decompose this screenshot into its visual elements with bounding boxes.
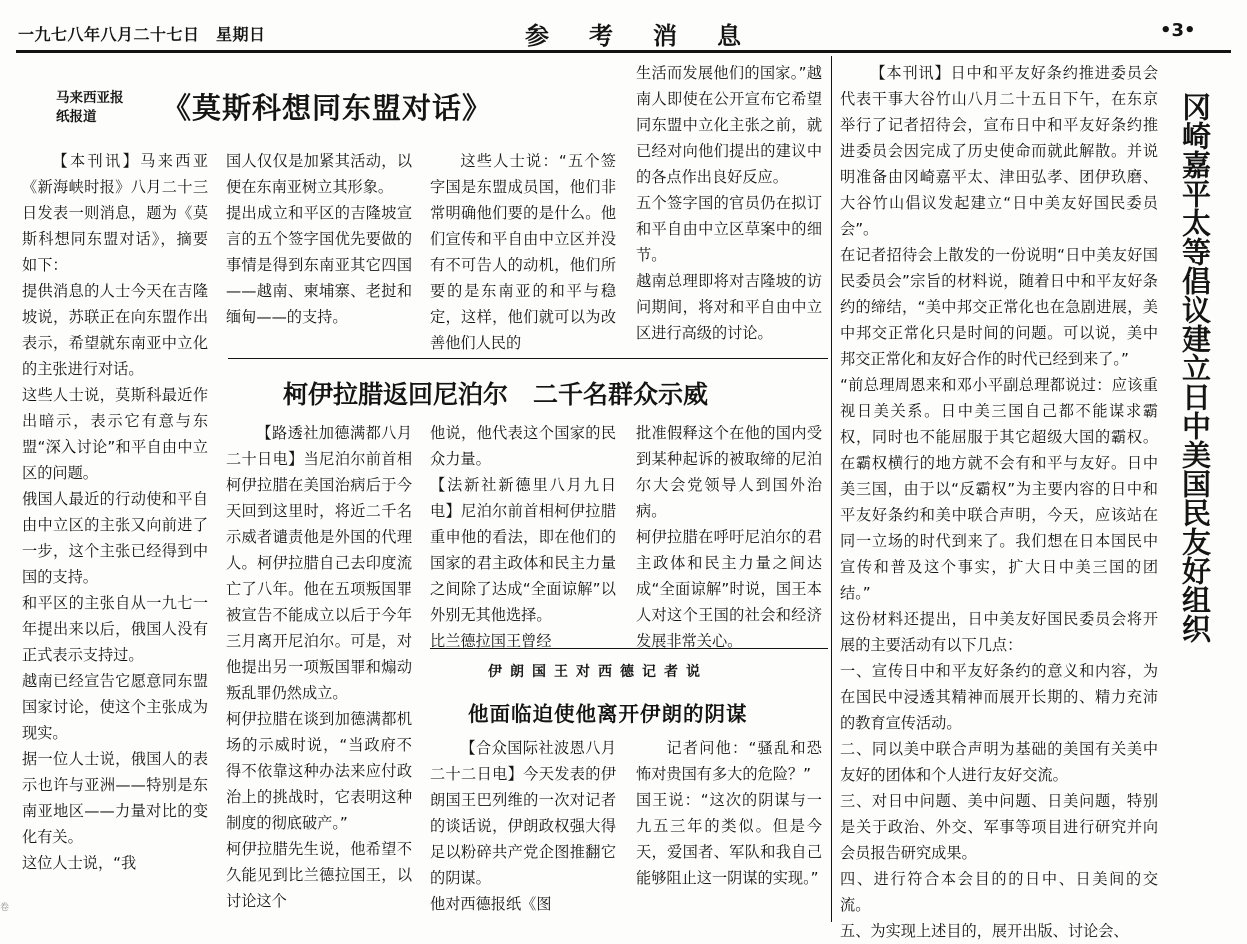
article1-col4-text: 生活而发展他们的国家。”越南人即使在公开宣布它希望同东盟中立化主张之前，就已经对向他们提出的建议中的各点作出良好反应。 五个签字国的官员仍在拟订和平自由中立区草案中的细节。 越南总理即将对吉隆坡的访问期间，将对和平自由中立区进行高级的讨论。 [636, 64, 822, 342]
article1-column-4 [636, 60, 822, 346]
article2-headline: 柯伊拉腊返回尼泊尔 二千名群众示威 [283, 380, 709, 409]
newspaper-name: 参考消息 [525, 22, 781, 50]
article1-col3-text: 这些人士说：“五个签字国是东盟成员国，他们非常明确他们要的是什么。他们宣传和平自由中立区并没有不可告人的动机，他们所要的是东南亚的和平与稳定，这样，他们就可以为改善他们人民的 [430, 152, 616, 352]
article2-column-3 [430, 420, 616, 654]
article1-column-1 [22, 148, 208, 876]
article2-col2-text: 【路透社加德满都八月二十日电】当尼泊尔前首相柯伊拉腊在美国治病后于今天回到这里时，将近二千名示威者谴责他是外国的代理人。柯伊拉腊自己去印度流亡了八年。他在五项叛国罪被宣告不能成立以后于今年三月离开尼泊尔。可是，对他提出另一项叛国罪和煽动叛乱罪仍然成立。 柯伊拉腊在谈到加德满都机场的示威时说，“当政府不得不依靠这种办法来应付政治上的挑战时，它表明这种制度的彻底破产。” 柯伊拉腊先生说，他希望不久能见到比兰德拉国王，以讨论这个 [226, 424, 412, 910]
article1-column-3 [430, 148, 616, 356]
issue-date: 一九七八年八月二十七日 星期日 [18, 25, 266, 44]
article1-headline: 《莫斯科想同东盟对话》 [162, 91, 493, 125]
article2-column-2 [226, 420, 412, 914]
margin-mark: 卷 [0, 903, 10, 913]
article2-col4-text: 批准假释这个在他的国内受到某种起诉的被取缔的尼泊尔大会党领导人到国外治病。 柯伊拉腊在呼吁尼泊尔的君主政体和民主力量之间达成“全面谅解”时说，国王本人对这个王国的社会和经济发展非常关心。 [636, 424, 822, 650]
article2-col3-text: 他说，他代表这个国家的民众力量。 【法新社新德里八月九日电】尼泊尔前首相柯伊拉腊重申他的看法，即在他们的国家的君主政体和民主力量之间除了达成“全面谅解”以外别无其他选择。 比兰德拉国王曾经 [430, 424, 616, 650]
article1-column-2 [226, 148, 412, 330]
article4-headline: 冈崎嘉平太等倡议建立日中美国民友好组织 [1178, 92, 1212, 643]
article1-col2-text: 国人仅仅是加紧其活动，以便在东南亚树立其形象。 提出成立和平区的吉隆坡宣言的五个签字国优先要做的事情是得到东南亚其它四国——越南、柬埔寨、老挝和缅甸——的支持。 [226, 152, 412, 326]
page-number: •3• [1160, 20, 1196, 41]
article1-source-label: 马来西亚报纸报道 [56, 90, 124, 125]
article3-headline: 他面临迫使他离开伊朗的阴谋 [468, 702, 748, 726]
article3-kicker: 伊朗国王对西德记者说 [488, 664, 708, 680]
article3-col3-text: 【合众国际社波恩八月二十二日电】今天发表的伊朗国王巴列维的一次对记者的谈话说，伊朗政权强大得足以粉碎共产党企图推翻它的阴谋。 他对西德报纸《图 [430, 739, 616, 913]
article4-body [840, 60, 1158, 944]
article3-column-4 [636, 735, 822, 891]
article3-col4-text: 记者问他：“骚乱和恐怖对贵国有多大的危险？” 国王说：“这次的阴谋与一九五三年的类似。但是今天，爱国者、军队和我自己能够阻止这一阴谋的实现。” [636, 739, 822, 887]
section-divider-article2 [228, 358, 828, 359]
article2-column-4 [636, 420, 822, 654]
column-divider-main [831, 56, 832, 922]
article4-body-text: 【本刊讯】日中和平友好条约推进委员会代表干事大谷竹山八月二十五日下午，在东京举行了记者招待会，宣布日中和平友好条约推进委员会因完成了历史使命而就此解散。并说明准备由冈崎嘉平太、津田弘孝、团伊玖磨、大谷竹山倡议发起建立“日中美友好国民委员会”。 在记者招待会上散发的一份说明“日中美友好国民委员会”宗旨的材料说，随着日中和平友好条约的缔结，“美中邦交正常化也在急剧进展，美中邦交正常化只是时间的问题。可以说，美中邦交正常化和友好合作的时代已经到来了。” “前总理周恩来和邓小平副总理都说过：应该重视日美关系。日中美三国自己都不能谋求霸权，同时也不能屈服于其它超级大国的霸权。在霸权横行的地方就不会有和平与友好。日中美三国，由于以“反霸权”为主要内容的日中和平友好条约和美中联合声明，今天，应该站在同一立场的时代到来了。我们想在日本国民中宣传和普及这个事实，扩大日中美三国的团结。” 这份材料还提出，日中美友好国民委员会将开展的主要活动有以下几点： 一、宣传日中和平友好条约的意义和内容，为在国民中浸透其精神而展开长期的、精力充沛的教育宣传活动。 二、同以美中联合声明为基础的美国有关美中友好的团体和个人进行友好交流。 三、对日中问题、美中问题、日美问题，特别是关于政治、外交、军事等项目进行研究并向会员报告研究成果。 四、进行符合本会目的的日中、日美间的交流。 五、为实现上述目的，展开出版、讨论会、 [840, 64, 1158, 940]
article1-col1-text: 【本刊讯】马来西亚《新海峡时报》八月二十三日发表一则消息，题为《莫斯科想同东盟对话》，摘要如下： 提供消息的人士今天在吉隆坡说，苏联正在向东盟作出表示，希望就东南亚中立化的主张进行对话。 这些人士说，莫斯科最近作出暗示，表示它有意与东盟“深入讨论”和平自由中立区的问题。 俄国人最近的行动使和平自由中立区的主张又向前进了一步，这个主张已经得到中国的支持。 和平区的主张自从一九七一年提出来以后，俄国人没有正式表示支持过。 越南已经宣告它愿意同东盟国家讨论，使这个主张成为现实。 据一位人士说，俄国人的表示也许与亚洲——特别是东南亚地区——力量对比的变化有关。 这位人士说，“我 [22, 152, 208, 872]
masthead-rule [16, 50, 1231, 53]
article3-column-3 [430, 735, 616, 917]
